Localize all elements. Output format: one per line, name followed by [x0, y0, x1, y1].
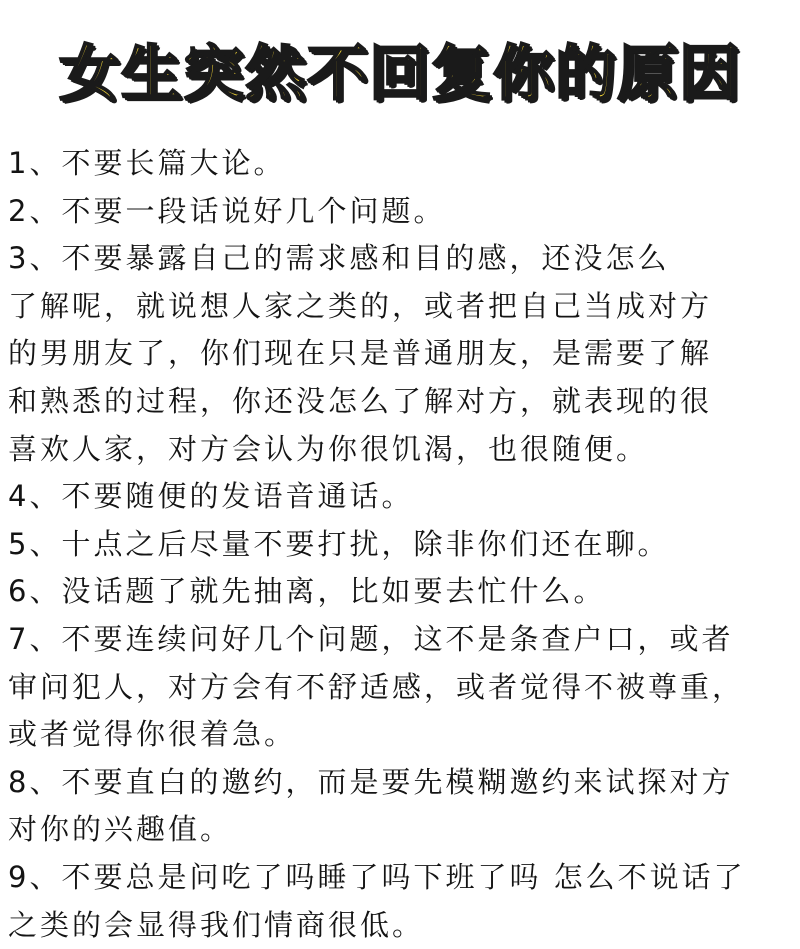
tip-line: 的男朋友了，你们现在只是普通朋友，是需要了解 — [8, 330, 798, 378]
tip-line: 4、不要随便的发语音通话。 — [8, 473, 798, 521]
tip-line: 之类的会显得我们情商很低。 — [8, 902, 798, 949]
tip-line: 3、不要暴露自己的需求感和目的感，还没怎么 — [8, 235, 798, 283]
tip-line: 了解呢，就说想人家之类的，或者把自己当成对方 — [8, 283, 798, 331]
tips-list — [8, 140, 798, 949]
tip-line: 5、十点之后尽量不要打扰，除非你们还在聊。 — [8, 521, 798, 569]
tip-line: 6、没话题了就先抽离，比如要去忙什么。 — [8, 568, 798, 616]
tip-line: 7、不要连续问好几个问题，这不是条查户口，或者 — [8, 616, 798, 664]
page-title: 女生突然不回复你的原因 — [0, 34, 800, 114]
tip-line: 和熟悉的过程，你还没怎么了解对方，就表现的很 — [8, 378, 798, 426]
tip-line: 1、不要长篇大论。 — [8, 140, 798, 188]
tip-line: 审问犯人，对方会有不舒适感，或者觉得不被尊重， — [8, 664, 798, 712]
tip-line: 对你的兴趣值。 — [8, 806, 798, 854]
tip-line: 8、不要直白的邀约，而是要先模糊邀约来试探对方 — [8, 759, 798, 807]
tip-line: 喜欢人家，对方会认为你很饥渴，也很随便。 — [8, 426, 798, 474]
tip-line: 2、不要一段话说好几个问题。 — [8, 188, 798, 236]
tip-line: 9、不要总是问吃了吗睡了吗下班了吗 怎么不说话了 — [8, 854, 798, 902]
tip-line: 或者觉得你很着急。 — [8, 711, 798, 759]
